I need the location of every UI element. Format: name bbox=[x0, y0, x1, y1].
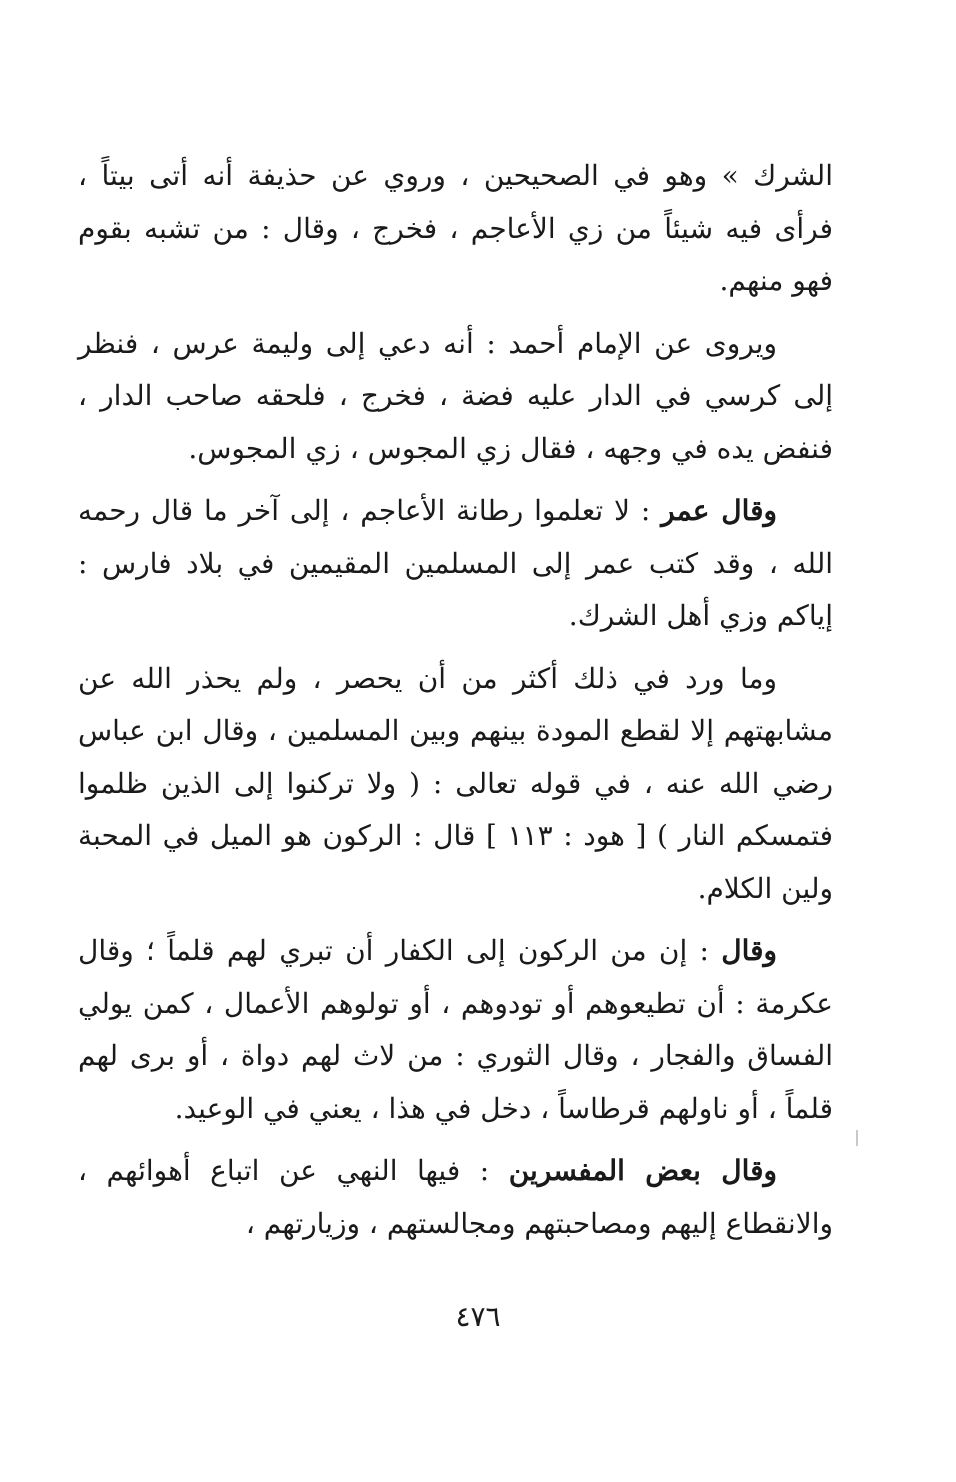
paragraph-6-lead: وقال بعض المفسرين bbox=[508, 1154, 778, 1187]
page-number: ٤٧٦ bbox=[455, 1300, 501, 1333]
paragraph-5-lead: وقال bbox=[721, 934, 777, 967]
paragraph-3-text: : لا تعلموا رطانة الأعاجم ، إلى آخر ما قال رحمه الله ، وقد كتب عمر إلى المسلمين المقيمين في بلاد فارس : إياكم وزي أهل الشرك. bbox=[78, 494, 833, 632]
paragraph-1-text: الشرك » وهو في الصحيحين ، وروي عن حذيفة أنه أتى بيتاً ، فرأى فيه شيئاً من زي الأعاجم ، فخرج ، وقال : من تشبه بقوم فهو منهم. bbox=[78, 159, 833, 297]
paragraph-1 bbox=[78, 150, 833, 308]
paragraph-2 bbox=[78, 318, 833, 476]
paragraph-3 bbox=[78, 485, 833, 643]
paragraph-6-text: : فيها النهي عن اتباع أهوائهم ، والانقطاع إليهم ومصاحبتهم ومجالستهم ، وزيارتهم ، bbox=[78, 1154, 833, 1240]
page-body bbox=[78, 150, 833, 1260]
paragraph-4-text: وما ورد في ذلك أكثر من أن يحصر ، ولم يحذر الله عن مشابهتهم إلا لقطع المودة بينهم وبين المسلمين ، وقال ابن عباس رضي الله عنه ، في قوله تعالى : ( ولا تركنوا إلى الذين ظلموا فتمسكم النار ) [ هود : ١١٣ ] قال : الركون هو الميل في المحبة ولين الكلام. bbox=[78, 661, 834, 905]
paragraph-6 bbox=[78, 1145, 833, 1250]
paragraph-2-text: ويروى عن الإمام أحمد : أنه دعي إلى وليمة عرس ، فنظر إلى كرسي في الدار عليه فضة ، فخرج ، فلحقه صاحب الدار ، فنفض يده في وجهه ، فقال زي المجوس ، زي المجوس. bbox=[78, 326, 833, 465]
scan-edge-mark bbox=[856, 1130, 858, 1146]
paragraph-5 bbox=[78, 925, 833, 1135]
paragraph-5-text: : إن من الركون إلى الكفار أن تبري لهم قلماً ؛ وقال عكرمة : أن تطيعوهم أو تودوهم ، أو تولوهم الأعمال ، كمن يولي الفساق والفجار ، وقال الثوري : من لاث لهم دواة ، أو برى لهم قلماً ، أو ناولهم قرطاساً ، دخل في هذا ، يعني في الوعيد. bbox=[78, 934, 833, 1125]
paragraph-4 bbox=[78, 653, 833, 916]
paragraph-3-lead: وقال عمر bbox=[661, 494, 778, 527]
